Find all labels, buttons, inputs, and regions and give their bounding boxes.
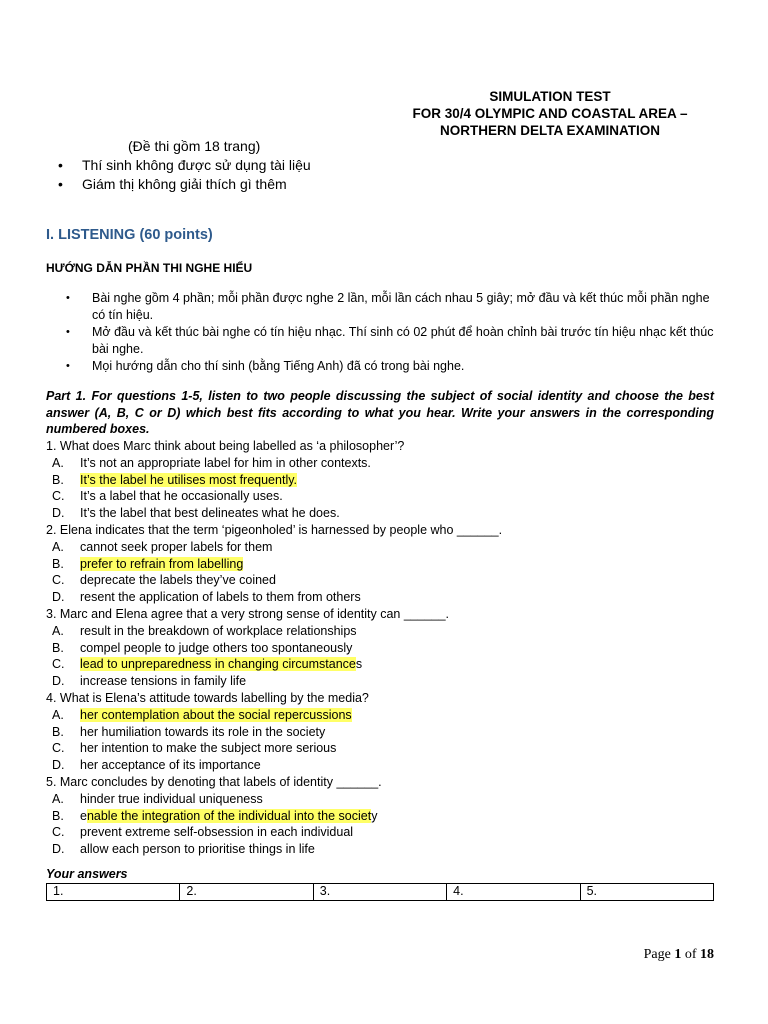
- answer-box-3[interactable]: 3.: [313, 884, 446, 901]
- highlighted-answer: prefer to refrain from labelling: [80, 556, 244, 571]
- highlighted-answer: nable the integration of the individual into the societ: [86, 808, 372, 823]
- part-1-instructions: Part 1. For questions 1-5, listen to two people discussing the subject of social identity and choose the best answer (A, B, C or D) which best fits according to what you hear. Write your answers in the corresponding numbered boxes.: [46, 389, 714, 436]
- highlighted-answer: lead to unpreparedness in changing circumstance: [80, 657, 356, 672]
- instruction-item: • Mọi hướng dẫn cho thí sinh (bằng Tiếng Anh) đã có trong bài nghe.: [66, 358, 716, 375]
- questions: [46, 438, 726, 858]
- question-2: [46, 522, 726, 606]
- option-a: A. hinder true individual uniqueness: [52, 791, 263, 806]
- option-a: A. cannot seek proper labels for them: [52, 539, 273, 554]
- rules-list: [58, 156, 311, 194]
- option-d: D. It’s the label that best delineates what he does.: [52, 506, 340, 521]
- option-a: A. result in the breakdown of workplace relationships: [52, 623, 357, 638]
- section-title: I. LISTENING (60 points): [46, 227, 213, 243]
- highlighted-answer: It’s the label he utilises most frequently.: [80, 472, 298, 487]
- option-c: C. prevent extreme self-obsession in each individual: [52, 825, 354, 840]
- answer-box-1[interactable]: 1.: [47, 884, 180, 901]
- question-1: [46, 438, 726, 522]
- header-line-2: FOR 30/4 OLYMPIC AND COASTAL AREA –: [412, 106, 688, 121]
- option-a: A. her contemplation about the social repercussions: [52, 707, 352, 722]
- instructions-title: HƯỚNG DẪN PHẦN THI NGHE HIỂU: [46, 261, 253, 275]
- question-3: [46, 606, 726, 690]
- option-c: C. her intention to make the subject more serious: [52, 741, 337, 756]
- instruction-item: • Bài nghe gồm 4 phần; mỗi phần được nghe 2 lần, mỗi lần cách nhau 5 giây; mở đầu và kết thúc mỗi phần nghe có tín hiệu.: [66, 290, 716, 323]
- option-d: D. resent the application of labels to them from others: [52, 590, 361, 605]
- instructions-list: [66, 290, 716, 376]
- question-text: 2. Elena indicates that the term ‘pigeonholed’ is harnessed by people who ______.: [46, 522, 503, 537]
- option-c: C. lead to unpreparedness in changing circumstances: [52, 657, 363, 672]
- question-text: 3. Marc and Elena agree that a very strong sense of identity can ______.: [46, 606, 450, 621]
- option-d: D. increase tensions in family life: [52, 674, 247, 689]
- question-text: 4. What is Elena’s attitude towards labelling by the media?: [46, 690, 369, 705]
- option-a: A. It’s not an appropriate label for him in other contexts.: [52, 455, 371, 470]
- answer-box-5[interactable]: 5.: [580, 884, 713, 901]
- header-line-3: NORTHERN DELTA EXAMINATION: [440, 123, 660, 138]
- question-text: 1. What does Marc think about being labelled as ‘a philosopher’?: [46, 439, 405, 453]
- question-4: [46, 690, 726, 774]
- answer-box-4[interactable]: 4.: [447, 884, 580, 901]
- option-d: D. allow each person to prioritise things in life: [52, 842, 315, 857]
- answer-table: [46, 883, 714, 901]
- pages-note: (Đề thi gồm 18 trang): [128, 138, 261, 154]
- rule-item: • Giám thị không giải thích gì thêm: [58, 175, 311, 194]
- option-b: B. compel people to judge others too spontaneously: [52, 640, 353, 655]
- option-d: D. her acceptance of its importance: [52, 758, 261, 773]
- exam-header: [380, 88, 720, 139]
- option-c: C. It’s a label that he occasionally uses.: [52, 489, 283, 504]
- option-b: B. prefer to refrain from labelling: [52, 556, 244, 571]
- rule-item: • Thí sinh không được sử dụng tài liệu: [58, 156, 311, 175]
- answer-box-2[interactable]: 2.: [180, 884, 313, 901]
- option-b: B. her humiliation towards its role in the society: [52, 724, 326, 739]
- option-b: B. It’s the label he utilises most frequently.: [52, 472, 298, 487]
- option-b: B. enable the integration of the individual into the society: [52, 808, 378, 823]
- question-5: [46, 774, 726, 858]
- header-line-1: SIMULATION TEST: [489, 89, 611, 104]
- highlighted-answer: her contemplation about the social repercussions: [80, 707, 352, 722]
- option-c: C. deprecate the labels they’ve coined: [52, 573, 276, 588]
- page-number: Page 1 of 18: [643, 947, 714, 962]
- answers-label: Your answers: [46, 867, 128, 881]
- question-text: 5. Marc concludes by denoting that labels of identity ______.: [46, 774, 382, 789]
- instruction-item: • Mở đầu và kết thúc bài nghe có tín hiệu nhạc. Thí sinh có 02 phút để hoàn chỉnh bài trước tín hiệu nhạc kết thúc bài nghe.: [66, 324, 716, 357]
